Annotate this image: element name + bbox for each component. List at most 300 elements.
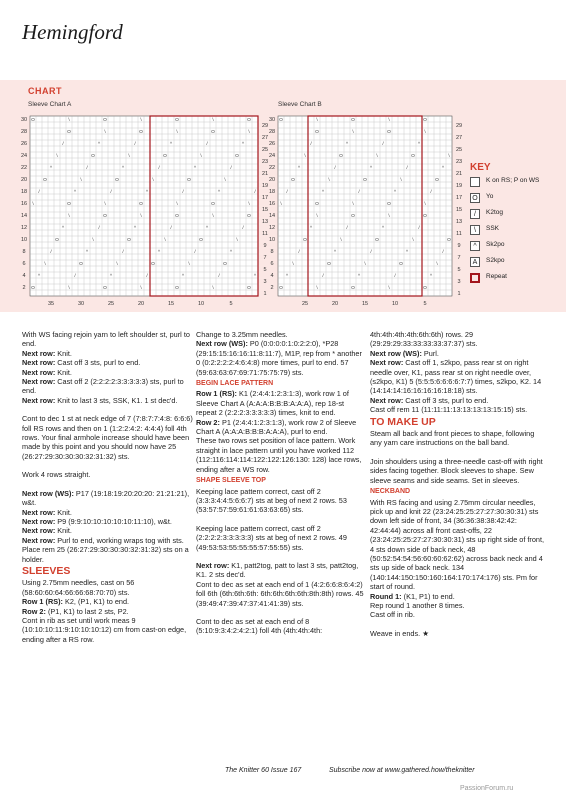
chart-a-stitch-symbol: O (139, 129, 143, 135)
paragraph-text: Cast off 3 sts, purl to end. (403, 395, 489, 405)
row-label: Next row: (22, 507, 56, 517)
chart-a-row-number-right: 19 (261, 182, 269, 189)
chart-b-row-number-right: 25 (455, 146, 463, 153)
chart-a-stitch-symbol: ^ (109, 273, 113, 279)
chart-b-row-number-left: 12 (268, 224, 276, 231)
chart-a-stitch-symbol: O (247, 117, 251, 123)
chart-b-stitch-symbol: \ (388, 117, 390, 123)
chart-a-stitch-symbol: \ (140, 285, 142, 291)
chart-a-stitch-symbol: \ (164, 237, 166, 243)
chart-b-row-number-right: 19 (455, 182, 463, 189)
chart-b-stitch-symbol: \ (424, 201, 426, 207)
paragraph-text: With RS facing and using 2.75mm circular needles, pick up and knit 22 (23:24:25:25:27:27:30:30:31) sts down left side of front, 34 (36:36:38:38:42:42: 42:44:44) across all front cast-offs, 22 (23:24:25:25:27:27:30:30:31) sts up right side of front, 4 sts down side of back neck, 48 (50:52:54:54:56:60:60:62:62) across back neck and 4 sts up side of back neck. 134 (140:144:150:150:160:164:170:174:176) sts. Pm for start of round. (370, 497, 545, 592)
paragraph-text: Cast off 2 (2:2:2:2:3:3:3:3:3) sts, purl to end. (22, 377, 184, 396)
chart-b-row-number-right: 13 (455, 218, 463, 225)
chart-a-stitch-symbol: ^ (181, 273, 185, 279)
chart-a-stitch-symbol: \ (224, 177, 226, 183)
key-symbol: \ (470, 225, 480, 235)
chart-b-row-number-left: 30 (268, 116, 276, 123)
instruction-paragraph (22, 578, 194, 597)
chart-a-row-number-left: 30 (20, 116, 28, 123)
sleeve-chart-b-title: Sleeve Chart B (278, 101, 322, 108)
paragraph-text: P1 (2:4:4:1:2:3:1:3), work row 2 of Sleeve Chart A (A:A:A:B:B:B:A:A:A), purl to end. (196, 417, 357, 437)
row-label: Round 1: (370, 591, 402, 601)
chart-a-stitch-symbol: / (86, 165, 88, 171)
chart-b-row-number-left: 22 (268, 164, 276, 171)
chart-b-stitch-symbol: \ (412, 237, 414, 243)
chart-b-row-number-right: 1 (457, 290, 461, 297)
paragraph-text: Purl. (421, 348, 439, 358)
instruction-paragraph (196, 617, 366, 636)
chart-a-stitch-symbol: O (175, 117, 179, 123)
chart-a-stitch-symbol: \ (68, 117, 70, 123)
chart-b-stitch-symbol: / (442, 249, 444, 255)
paragraph-text: Cont to dec 1 st at neck edge of 7 (7:8:7:7:4:8: 6:6:6) foll RS rows and then on 1 (1:2:2:4:2: 4:4:4) foll 4th rows. Your final armhole increase should have been made by this point and you should now have 25 (26:27:29:30:30:30:32:31:32) sts. (22, 414, 193, 461)
chart-a-row-number-left: 10 (20, 236, 28, 243)
chart-b-stitch-symbol: O (411, 153, 415, 159)
chart-a-stitch-symbol: \ (104, 129, 106, 135)
chart-a-row-number-left: 4 (22, 272, 26, 279)
instruction-paragraph (196, 389, 366, 417)
chart-a-stitch-symbol: \ (248, 129, 250, 135)
chart-a-stitch-symbol: \ (212, 213, 214, 219)
chart-a-stitch-symbol: / (122, 249, 124, 255)
sleeve-chart-a-title: Sleeve Chart A (28, 101, 72, 108)
chart-a-stitch-symbol: \ (44, 261, 46, 267)
key-title: KEY (470, 162, 491, 173)
paragraph-text: Place rem 25 (26:27:29:30:30:30:32:31:32) sts on a holder. (22, 545, 189, 564)
chart-a-stitch-symbol: \ (128, 153, 130, 159)
chart-a-col-number: 25 (107, 301, 115, 307)
chart-b-stitch-symbol: ^ (405, 249, 409, 255)
chart-a-row-number-left: 24 (20, 152, 28, 159)
chart-a-stitch-symbol: \ (32, 201, 34, 207)
chart-a-row-number-left: 16 (20, 200, 28, 207)
chart-a-row-number-right: 13 (261, 218, 269, 225)
instruction-paragraph (22, 368, 194, 377)
paragraph-text: Cont to dec as set at each end of 1 (4:2:6:6:8:6:4:2) foll 6th (6th:6th:6th: 6th:6th:6th:6th:8th:8th) rows. 45 (39:49:47:39:47:37:41:41:39) sts. (196, 579, 364, 608)
key-label: K2tog (486, 209, 503, 216)
chart-a-stitch-symbol: O (43, 177, 47, 183)
instruction-paragraph (22, 377, 194, 396)
chart-a-stitch-symbol: O (247, 213, 251, 219)
paragraph-text: (P1, K1) to last 2 sts, P2. (45, 606, 129, 616)
chart-a-stitch-symbol: O (103, 213, 107, 219)
chart-b-row-number-left: 28 (268, 128, 276, 135)
key-item (470, 225, 562, 235)
chart-a-stitch-symbol: / (134, 141, 136, 147)
chart-b-row-number-left: 20 (268, 176, 276, 183)
chart-a-row-number-right: 1 (263, 290, 267, 297)
chart-b-row-number-left: 14 (268, 212, 276, 219)
chart-a-stitch-symbol: O (211, 129, 215, 135)
instruction-paragraph (22, 607, 194, 616)
chart-a-row-number-right: 5 (263, 266, 267, 273)
chart-a-row-number-right: 21 (261, 170, 269, 177)
chart-b-stitch-symbol: O (327, 261, 331, 267)
chart-a-stitch-symbol: O (115, 177, 119, 183)
chart-b-row-number-left: 24 (268, 152, 276, 159)
chart-b-stitch-symbol: O (303, 237, 307, 243)
paragraph-text: Join shoulders using a three-needle cast-off with right sides facing together. Block sleeves to shape. Sew sleeve seams and side seams. Set in sleeves. (370, 456, 543, 485)
chart-a-stitch-symbol: O (79, 261, 83, 267)
instruction-paragraph (22, 616, 194, 644)
row-label: Next row: (370, 395, 404, 405)
paragraph-text: Cont in rib as set until work meas 9 (10:10:10:11:9:10:10:10:12) cm from cast-on edge, ending after a RS row. (22, 615, 187, 644)
chart-a-stitch-symbol: \ (68, 213, 70, 219)
instruction-paragraph (22, 536, 194, 545)
chart-b-stitch-symbol: O (387, 201, 391, 207)
chart-b-stitch-symbol: ^ (393, 189, 397, 195)
spacer (22, 405, 194, 414)
paragraph-text: Knit. (55, 507, 72, 517)
chart-a-row-number-left: 26 (20, 140, 28, 147)
chart-a-stitch-symbol: \ (212, 117, 214, 123)
key-label: Sk2po (486, 241, 505, 248)
chart-a-col-number: 5 (229, 301, 233, 307)
chart-b-row-number-left: 4 (270, 272, 274, 279)
chart-a-row-number-right: 3 (263, 278, 267, 285)
paragraph-text: Rep round 1 another 8 times. (370, 600, 465, 610)
chart-b-stitch-symbol: \ (304, 153, 306, 159)
chart-b-stitch-symbol: O (351, 285, 355, 291)
paragraph-text: Weave in ends. ★ (370, 628, 429, 638)
chart-a-stitch-symbol: ^ (97, 141, 101, 147)
paragraph-text: Steam all back and front pieces to shape, following any yarn care instructions on the ball band. (370, 429, 535, 448)
key-item (470, 209, 562, 219)
instruction-paragraph (22, 349, 194, 358)
key-item (470, 273, 562, 283)
chart-b-stitch-symbol: \ (316, 213, 318, 219)
chart-a-stitch-symbol: \ (212, 285, 214, 291)
chart-a-stitch-symbol: \ (140, 117, 142, 123)
chart-a-stitch-symbol: / (98, 225, 100, 231)
paragraph-text: Keeping lace pattern correct, cast off 2 (2:2:2:2:3:3:3:3:3) sts at beg of next 2 rows. 49 (49:53:53:55:55:55:57:55:55) sts. (196, 523, 347, 552)
chart-b-stitch-symbol: O (363, 177, 367, 183)
instruction-paragraph (370, 610, 546, 619)
chart-a-stitch-symbol: ^ (229, 249, 233, 255)
chart-a-stitch-symbol: ^ (157, 249, 161, 255)
chart-b-stitch-symbol: ^ (345, 141, 349, 147)
instruction-paragraph (22, 597, 194, 606)
chart-a-stitch-symbol: / (158, 165, 160, 171)
instruction-paragraph (370, 498, 546, 592)
chart-b-stitch-symbol: O (447, 237, 451, 243)
chart-b-stitch-symbol: O (279, 117, 283, 123)
chart-b-row-number-left: 26 (268, 140, 276, 147)
spacer (370, 448, 546, 457)
chart-b-stitch-symbol: \ (424, 129, 426, 135)
instruction-paragraph (196, 339, 366, 377)
chart-b-row-number-left: 16 (268, 200, 276, 207)
chart-a-stitch-symbol: \ (236, 237, 238, 243)
chart-b-row-number-right: 3 (457, 278, 461, 285)
chart-a-stitch-symbol: / (182, 189, 184, 195)
paragraph-text: These two rows set position of lace pattern. Work straight in lace pattern until you have worked 112 (112:116:114:114:122:122:126:130: 128) lace rows, ending after a WS row. (196, 436, 362, 474)
chart-b-stitch-symbol: O (435, 177, 439, 183)
chart-a-stitch-symbol: O (247, 285, 251, 291)
key-item (470, 257, 562, 267)
chart-b-row-number-right: 9 (457, 242, 461, 249)
row-label: Row 1 (RS): (22, 597, 63, 607)
paragraph-text: Cast off 1, s2kpo, pass rear st on right needle over, K1, pass rear st on right needle over, (s2kpo, K1) 5 (5:5:5:6:6:6:6:7:7) times, s2kpo, K2. 14 (14:14:14:16:16:16:16:18:18) sts. (370, 358, 542, 396)
key-item (470, 193, 562, 203)
chart-a-stitch-symbol: O (211, 201, 215, 207)
chart-b-row-number-right: 7 (457, 254, 461, 261)
sub-heading: BEGIN LACE PATTERN (196, 380, 274, 388)
paragraph-text: P9 (9:9:10:10:10:10:10:11:10), w&t. (55, 516, 172, 526)
chart-a-stitch-symbol: / (194, 249, 196, 255)
chart-a-stitch-symbol: O (235, 153, 239, 159)
chart-b-stitch-symbol: / (382, 141, 384, 147)
chart-a-stitch-symbol: ^ (133, 225, 137, 231)
chart-b-stitch-symbol: \ (292, 261, 294, 267)
footer-issue: The Knitter 60 Issue 167 (225, 767, 302, 774)
chart-b-row-number-right: 29 (455, 122, 463, 129)
chart-b-stitch-symbol: O (399, 261, 403, 267)
instruction-paragraph (370, 629, 546, 638)
row-label: Next row: (196, 560, 230, 570)
chart-a-stitch-symbol: \ (188, 261, 190, 267)
instruction-paragraph (22, 545, 194, 564)
instruction-paragraph (196, 580, 366, 608)
chart-b-stitch-symbol: O (375, 237, 379, 243)
chart-b-stitch-symbol: \ (448, 153, 450, 159)
chart-b-stitch-symbol: / (430, 189, 432, 195)
paragraph-text: P0 (0:0:0:0:1:0:2:2:0), *P28 (29:15:15:16:16:11:8:11:7), M1P, rep from * another 0 (0:2:2:2:2:4:6:4:8) more times, purl to end. 57 (59:63:63:67:69:71:75:75:79) sts. (196, 339, 362, 377)
row-label: Next row: (370, 358, 404, 368)
chart-b-stitch-symbol: ^ (309, 225, 313, 231)
instruction-paragraph (22, 489, 194, 508)
chart-a-stitch-symbol: \ (200, 153, 202, 159)
chart-a-col-number: 30 (77, 301, 85, 307)
instruction-paragraph (370, 358, 546, 396)
chart-b-stitch-symbol: O (351, 117, 355, 123)
row-label: Next row: (22, 348, 56, 358)
chart-a-stitch-symbol: \ (152, 177, 154, 183)
chart-a-stitch-symbol: ^ (121, 165, 125, 171)
chart-b-stitch-symbol: \ (352, 129, 354, 135)
chart-a-stitch-symbol: / (170, 225, 172, 231)
chart-b-col-number: 20 (331, 301, 339, 307)
chart-a-row-number-right: 11 (262, 230, 268, 237)
chart-a-stitch-symbol: \ (248, 201, 250, 207)
paragraph-text: Cast off rem 11 (11:11:11:13:13:13:13:15:15) sts. (370, 405, 528, 415)
chart-b-col-number: 5 (423, 301, 427, 307)
chart-a-stitch-symbol: O (91, 153, 95, 159)
instruction-paragraph (370, 405, 546, 414)
chart-b-stitch-symbol: O (423, 117, 427, 123)
chart-a-row-number-left: 8 (22, 248, 26, 255)
instruction-paragraph (22, 526, 194, 535)
paragraph-text: K1, patt2tog, patt to last 3 sts, patt2tog, K1. 2 sts dec'd. (196, 560, 359, 580)
chart-a-row-number-left: 6 (22, 260, 26, 267)
chart-b-row-number-left: 6 (270, 260, 274, 267)
chart-b-stitch-symbol: / (298, 249, 300, 255)
chart-b-col-number: 10 (391, 301, 399, 307)
spacer (370, 620, 546, 629)
paragraph-text: Knit. (55, 526, 72, 536)
text-column-1 (22, 330, 194, 644)
key-symbol: A (470, 257, 480, 267)
chart-b-stitch-symbol: / (346, 225, 348, 231)
chart-a-stitch-symbol: O (223, 261, 227, 267)
instruction-paragraph (370, 592, 546, 601)
chart-b-stitch-symbol: O (423, 285, 427, 291)
chart-b-stitch-symbol: / (394, 273, 396, 279)
chart-b-row-number-left: 18 (268, 188, 276, 195)
chart-b-row-number-right: 27 (455, 134, 463, 141)
row-label: Next row (WS): (196, 339, 248, 349)
row-label: Row 1 (RS): (196, 389, 237, 399)
chart-b-stitch-symbol: O (279, 285, 283, 291)
chart-a-row-number-right: 27 (261, 134, 269, 141)
spacer (22, 461, 194, 470)
chart-b-stitch-symbol: / (358, 189, 360, 195)
chart-a-row-number-left: 2 (22, 284, 26, 291)
key-symbol: O (470, 193, 480, 203)
chart-a-stitch-symbol: / (146, 273, 148, 279)
key-symbol (470, 177, 480, 187)
instruction-paragraph (196, 524, 366, 552)
chart-a-col-number: 10 (197, 301, 205, 307)
paragraph-text: P17 (19:18:19:20:20:20: 21:21:21), w&t. (22, 488, 190, 508)
chart-b-row-number-right: 23 (455, 158, 463, 165)
row-label: Next row: (22, 535, 56, 545)
chart-b-stitch-symbol: \ (352, 201, 354, 207)
spacer (196, 608, 366, 617)
chart-b-stitch-symbol: \ (328, 177, 330, 183)
text-column-2 (196, 330, 366, 636)
row-label: Next row (WS): (22, 488, 74, 498)
chart-a-stitch-symbol: ^ (205, 225, 209, 231)
row-label: Next row: (22, 516, 56, 526)
chart-b-row-number-right: 21 (455, 170, 463, 177)
row-label: Next row: (22, 526, 56, 536)
chart-a-col-number: 35 (47, 301, 55, 307)
chart-b-stitch-symbol: ^ (369, 165, 373, 171)
key-symbol (470, 273, 480, 283)
section-heading: SLEEVES (22, 564, 71, 577)
instruction-paragraph (370, 457, 546, 485)
chart-a-stitch-symbol: ^ (193, 165, 197, 171)
instruction-paragraph (22, 396, 194, 405)
instruction-paragraph (22, 330, 194, 349)
instruction-paragraph (22, 358, 194, 367)
chart-a-stitch-symbol: / (110, 189, 112, 195)
chart-a-stitch-symbol: / (206, 141, 208, 147)
row-label: Next row: (22, 358, 56, 368)
instruction-paragraph (196, 330, 366, 339)
chart-a-stitch-symbol: ^ (217, 189, 221, 195)
chart-b-stitch-symbol: \ (388, 285, 390, 291)
chart-a-stitch-symbol: O (139, 201, 143, 207)
paragraph-text: Purl to end, working wraps tog with sts. (55, 535, 184, 545)
chart-a-stitch-symbol: \ (140, 213, 142, 219)
chart-a-stitch-symbol: ^ (241, 141, 245, 147)
paragraph-text: With WS facing rejoin yarn to left shoulder st, purl to end. (22, 330, 190, 349)
chart-b-stitch-symbol: \ (280, 201, 282, 207)
chart-a-stitch-symbol: \ (92, 237, 94, 243)
chart-a-stitch-symbol: O (67, 201, 71, 207)
chart-b-stitch-symbol: ^ (417, 141, 421, 147)
chart-b-stitch-symbol: O (315, 201, 319, 207)
paragraph-text: K2, (P1, K1) to end. (62, 597, 130, 607)
section-heading: TO MAKE UP (370, 415, 436, 428)
instruction-paragraph (196, 487, 366, 515)
instruction-paragraph (370, 601, 546, 610)
footer-subscribe-link[interactable]: Subscribe now at www.gathered.how/theknitter (329, 767, 475, 774)
chart-b-stitch-symbol: ^ (429, 273, 433, 279)
chart-a-stitch-symbol: O (31, 117, 35, 123)
instruction-paragraph (22, 414, 194, 461)
watermark: PassionForum.ru (460, 785, 514, 792)
chart-key (470, 162, 562, 289)
instruction-paragraph (370, 396, 546, 405)
key-symbol: ^ (470, 241, 480, 251)
chart-a-row-number-right: 17 (261, 194, 269, 201)
sub-heading: NECKBAND (370, 488, 411, 496)
paragraph-text: K1 (2:4:4:1:2:3:1:3), work row 1 of Sleeve Chart A (A:A:A:B:B:B:A:A:A), rep 18-st repeat 2 (2:2:2:3:3:3:3:3) times, knit to end. (196, 389, 349, 418)
chart-a-stitch-symbol: \ (56, 153, 58, 159)
chart-a-stitch-symbol: ^ (73, 189, 77, 195)
chart-a-stitch-symbol: O (175, 285, 179, 291)
row-label: Next row: (22, 395, 56, 405)
chart-b-stitch-symbol: O (291, 177, 295, 183)
paragraph-text: Keeping lace pattern correct, cast off 2 (3:3:3:4:4:5:6:6:7) sts at beg of next 2 rows. 53 (53:57:57:59:61:61:63:63:65) sts. (196, 486, 347, 515)
chart-a-row-number-left: 28 (20, 128, 28, 135)
chart-b-row-number-left: 2 (270, 284, 274, 291)
chart-a-stitch-symbol: \ (104, 201, 106, 207)
chart-b-stitch-symbol: O (315, 129, 319, 135)
key-label: K on RS; P on WS (486, 177, 540, 184)
chart-a-stitch-symbol: \ (80, 177, 82, 183)
chart-b-stitch-symbol: ^ (297, 165, 301, 171)
chart-a-row-number-left: 18 (20, 188, 28, 195)
chart-b-stitch-symbol: O (387, 129, 391, 135)
chart-a-stitch-symbol: ^ (49, 165, 53, 171)
chart-a-stitch-symbol: / (230, 165, 232, 171)
paragraph-text: Cast off in rib. (370, 610, 415, 620)
chart-a-stitch-symbol: / (74, 273, 76, 279)
chart-b-stitch-symbol: O (339, 153, 343, 159)
chart-b-stitch-symbol: / (406, 165, 408, 171)
key-item (470, 241, 562, 251)
paragraph-text: Knit to last 3 sts, SSK, K1. 1 st dec'd. (55, 395, 178, 405)
page-title: Hemingford (22, 20, 123, 44)
chart-a-stitch-symbol: \ (68, 285, 70, 291)
chart-a-row-number-right: 23 (261, 158, 269, 165)
key-label: S2kpo (486, 257, 505, 264)
chart-a-row-number-left: 12 (20, 224, 28, 231)
chart-a-stitch-symbol: O (199, 237, 203, 243)
chart-a-row-number-right: 7 (263, 254, 267, 261)
chart-b-stitch-symbol: \ (376, 153, 378, 159)
chart-b-stitch-symbol: O (351, 213, 355, 219)
chart-a-stitch-symbol: \ (116, 261, 118, 267)
chart-b-row-number-right: 17 (455, 194, 463, 201)
chart-a-row-number-right: 9 (263, 242, 267, 249)
paragraph-text: 4th:4th:4th:4th:6th:6th) rows. 29 (29:29:29:33:33:33:33:37:37) sts. (370, 330, 478, 349)
chart-a-row-number-right: 29 (261, 122, 269, 129)
chart-b-stitch-symbol: ^ (285, 273, 289, 279)
chart-a-stitch-symbol: O (187, 177, 191, 183)
key-label: SSK (486, 225, 500, 232)
paragraph-text: Knit. (55, 348, 72, 358)
chart-a-row-number-right: 25 (261, 146, 269, 153)
chart-b-stitch-symbol: \ (400, 177, 402, 183)
instruction-paragraph (196, 561, 366, 580)
